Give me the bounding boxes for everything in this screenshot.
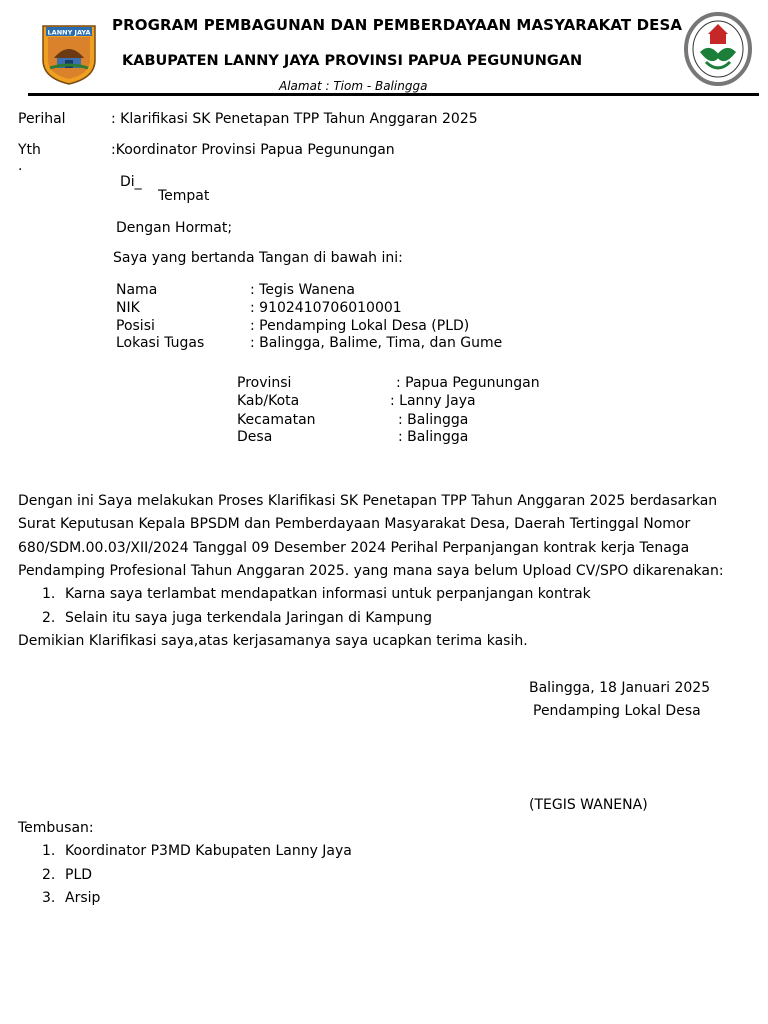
emblem-text: LANNY JAYA [47,28,91,37]
provinsi-value: : Papua Pegunungan [396,375,540,391]
kecamatan-label: Kecamatan [237,412,316,428]
closing-text: Demikian Klarifikasi saya,atas kerjasamanya saya ucapkan terima kasih. [18,633,528,649]
list-text: Arsip [65,890,101,906]
desa-value: : Balingga [398,429,469,445]
letterhead-title-line1: PROGRAM PEMBAGUNAN DAN PEMBERDAYAAN MASYARAKAT DESA [112,16,683,34]
nik-value: : 9102410706010001 [250,300,402,316]
posisi-value: : Pendamping Lokal Desa (PLD) [250,318,470,334]
lokasi-value: : Balingga, Balime, Tima, dan Gume [250,335,503,351]
kecamatan-value: : Balingga [398,412,469,428]
greeting: Dengan Hormat; [116,220,233,236]
body-line: 680/SDM.00.03/XII/2024 Tanggal 09 Desember 2024 Perihal Perpanjangan kontrak kerja Tenaga [18,540,690,556]
kab-label: Kab/Kota [237,393,300,409]
intro-text: Saya yang bertanda Tangan di bawah ini: [113,250,403,266]
nama-label: Nama [116,282,158,298]
list-number: 2. [42,866,56,883]
provinsi-label: Provinsi [237,375,292,391]
list-text: Koordinator P3MD Kabupaten Lanny Jaya [65,843,352,859]
ministry-village-emblem-icon [684,12,752,86]
yth-value: :Koordinator Provinsi Papua Pegunungan [111,142,395,158]
lokasi-label: Lokasi Tugas [116,335,205,351]
letterhead-divider [28,93,759,96]
letterhead-title-line2: KABUPATEN LANNY JAYA PROVINSI PAPUA PEGUNUNGAN [122,53,583,69]
yth-dot: . [18,158,23,174]
list-number: 1. [42,586,56,602]
signer-role: Pendamping Lokal Desa [533,703,701,719]
list-text: Selain itu saya juga terkendala Jaringan di Kampung [65,609,433,626]
body-line: Surat Keputusan Kepala BPSDM dan Pemberdayaan Masyarakat Desa, Daerah Tertinggal Nomor [18,516,691,532]
place-date: Balingga, 18 Januari 2025 [529,680,711,696]
di-text: Di_ [120,174,142,190]
nik-label: NIK [116,300,140,316]
list-text: PLD [65,866,93,883]
desa-label: Desa [237,429,273,445]
perihal-label: Perihal [18,111,66,127]
kab-value: : Lanny Jaya [390,393,476,409]
list-number: 3. [42,890,56,906]
body-line: Pendamping Profesional Tahun Anggaran 2025. yang mana saya belum Upload CV/SPO dikarenakan: [18,563,724,579]
letterhead-address: Alamat : Tiom - Balingga [279,79,428,93]
perihal-value: : Klarifikasi SK Penetapan TPP Tahun Anggaran 2025 [111,111,478,127]
lanny-jaya-regency-emblem-icon [40,22,98,86]
list-number: 2. [42,609,56,626]
body-line: Dengan ini Saya melakukan Proses Klarifikasi SK Penetapan TPP Tahun Anggaran 2025 berdasarkan [18,493,718,509]
nama-value: : Tegis Wanena [250,282,355,298]
posisi-label: Posisi [116,318,155,334]
yth-label: Yth [18,142,41,158]
signer-name: (TEGIS WANENA) [529,797,648,813]
list-number: 1. [42,843,56,859]
list-text: Karna saya terlambat mendapatkan informasi untuk perpanjangan kontrak [65,586,591,602]
cc-label: Tembusan: [18,820,94,836]
tempat-text: Tempat [158,188,210,204]
